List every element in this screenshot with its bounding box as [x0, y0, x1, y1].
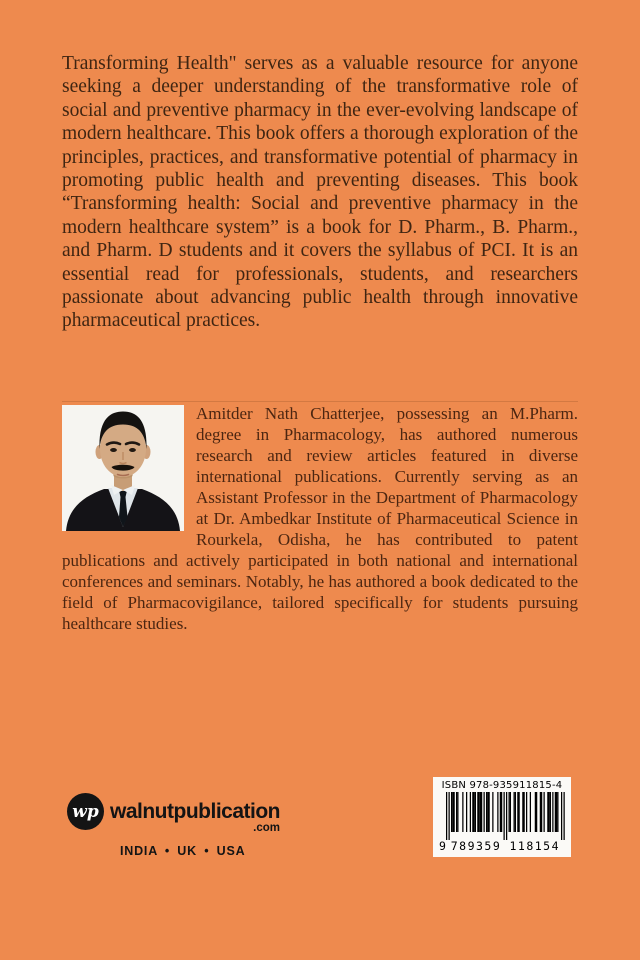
svg-text:9: 9	[439, 839, 446, 852]
author-bio-section	[62, 403, 578, 634]
publisher-monogram-icon	[67, 793, 104, 830]
synopsis-text: Transforming Health" serves as a valuable resource for anyone seeking a deeper understanding of the transformative role of social and preventive pharmacy in the ever-evolving landscape of modern healthcare. This book offers a thorough exploration of the principles, practices, and transformative potential of pharmacy in promoting public health and preventing diseases. This book “Transforming health: Social and preventive pharmacy in the modern healthcare system” is a book for D. Pharm., B. Pharm., and Pharm. D students and it covers the syllabus of PCI. It is an essential read for professionals, students, and researchers passionate about advancing public health through innovative pharmaceutical practices.	[62, 53, 578, 332]
author-bio-text: Amitder Nath Chatterjee, possessing an M.Pharm. degree in Pharmacology, has authored numerous research and review articles featured in diverse international publications. Currently serving as an Assistant Professor in the Department of Pharmacology at Dr. Ambedkar Institute of Pharmaceutical Science in Rourkela, Odisha, he has contributed to patent publications and actively participated in both national and international conferences and seminars. Notably, he has authored a book dedicated to the field of Pharmacovigilance, tailored specifically for students pursuing healthcare studies.	[62, 404, 578, 633]
author-portrait-image	[62, 405, 184, 531]
publisher-logo-block	[67, 793, 280, 858]
isbn-number-label: ISBN 978-935911815-4	[441, 780, 563, 791]
ean13-barcode-bars	[433, 792, 571, 857]
isbn-barcode	[433, 777, 571, 857]
publisher-name: walnutpublication	[110, 799, 280, 823]
author-photo	[62, 405, 184, 531]
publisher-countries: INDIA • UK • USA	[120, 844, 246, 858]
publisher-domain-suffix: .com	[253, 821, 280, 834]
svg-text:789359: 789359	[450, 839, 502, 852]
svg-text:118154: 118154	[509, 839, 561, 852]
section-divider	[62, 401, 578, 402]
publisher-monogram: wp	[72, 801, 99, 822]
